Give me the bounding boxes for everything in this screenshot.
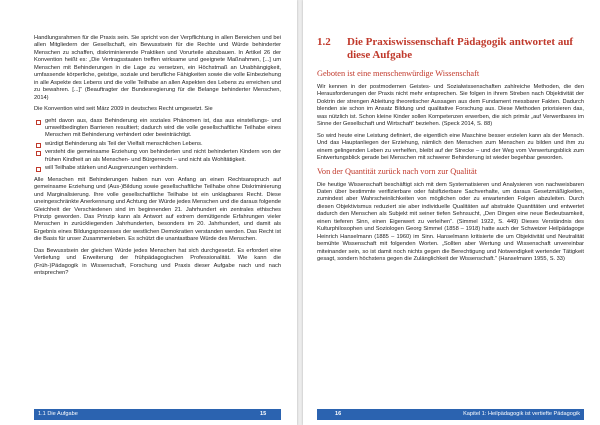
page-number: 16 (335, 411, 342, 417)
footer-section-label: 1.1 Die Aufgabe (38, 411, 78, 417)
chapter-title: Die Praxiswissenschaft Pädagogik antwortet auf diese Aufgabe (347, 36, 574, 61)
left-page-content (34, 35, 281, 403)
left-page (0, 0, 297, 425)
square-bullet-icon (36, 167, 41, 172)
chapter-heading (317, 36, 584, 61)
page-number: 15 (260, 411, 267, 417)
left-page-footer (34, 409, 281, 420)
subheading: Geboten ist eine menschenwürdige Wissenschaft (317, 69, 480, 78)
paragraph: Das Bewusstsein der gleichen Würde jedes Menschen hat sich durchgesetzt. Es erfordert eine Vertiefung und Erweiterung der frühpädagogischen Professionalität. Wie kann die (Früh-)Pädagogik in Wissenschaft, Forschung und Praxis dieser Aufgabe nach und nach entsprechen? (34, 247, 281, 277)
bullet-text: will Teilhabe stärken und Ausgrenzungen verhindern. (45, 165, 179, 172)
subheading: Von der Quantität zurück nach vorn zur Qualität (317, 166, 477, 176)
bullet-item (34, 141, 281, 148)
paragraph: Die Konvention wird seit März 2009 in deutsches Recht umgesetzt. Sie (34, 106, 213, 113)
square-bullet-icon (36, 120, 41, 125)
bullet-list (34, 118, 281, 173)
bullet-text: versteht die gemeinsame Erziehung von behinderten und nicht behinderten Kindern von der frühen Kindheit an als Menschen- und Bürgerrecht – und nicht als Wohltätigkeit. (45, 149, 281, 163)
paragraph: Handlungsrahmen für die Praxis sein. Sie spricht von der Verpflichtung in allen Bereichen und bei allen Mitgliedern der Gesellschaft, ein Bewusstsein für die Rechte und Würde behinderter Menschen zu schaffen, diskriminierende Praktiken und Vorurteile abzubauen. In Artikel 26 der Konvention heißt es: „Die Vertragsstaaten treffen wirksame und geeignete Maßnahmen, [...] um Menschen mit Behinderungen in die Lage zu versetzen, ein Höchstmaß an Unabhängigkeit, umfassende körperliche, geistige, soziale und berufliche Fähigkeiten sowie die volle Einbeziehung in alle Aspekte des Lebens und die volle Teilhabe an allen Aspekten des Lebens zu erreichen und zu bewahren. [...]“ (Beauftragter der Bundesregierung für die Belange behinderter Menschen, 2014) (34, 35, 281, 101)
paragraph: Die heutige Wissenschaft beschäftigt sich mit dem Systematisieren und Analysieren von nachweisbaren Daten über bestimmte verifizierbare oder falsifizierbare Sachverhalte, um daraus Gesetzmäßigkeiten, zumindest aber Wahrscheinlichkeiten von möglichen oder zu erwartenden Folgen abzuleiten. Durch diesen Objektivismus reduziert sie aber individuelle Qualitäten auf abstrakte Quantitäten und entwertet dadurch den Menschen als Subjekt mit seiner tiefen Sehnsucht, „Den Dingen eine neue Bedeutsamkeit, einen tieferen Sinn, einen Eigenwert zu verleihen“. (Simmel 1922, S. 449) Dieses Verständnis des Kulturphilosophen und Soziologen Georg Simmel (1858 – 1918) hatte auch der Schweizer Heilpädagoge Heinrich Hanselmann (1885 – 1960) im Sinn. Hanselmann kritisierte die um Objektivität und Neutralität bemühte Wissenschaft mit folgenden Worten. „Sollten aber Wertung und Wissenschaft unvereinbar miteinander sein, so ist damit noch nichts gegen die Berechtigung und Notwendigkeit wertender Tätigkeit gesagt, sondern höchstens gegen die Zulänglichkeit der Wissenschaft.“ (Hanselmann 1955, S. 33) (317, 181, 584, 263)
bullet-text: würdigt Behinderung als Teil der Vielfalt menschlichen Lebens. (45, 140, 203, 147)
paragraph: Wir kennen in der postmodernen Geistes- und Sozialwissenschaften zahlreiche Methoden, die den Herausforderungen der Praxis nicht mehr entsprechen. Sie folgen in ihrem Streben nach Objektivität der Doktrin der strengen Ableitung theoretischer Aussagen aus dem Fundament messbarer Fakten. Dadurch blenden sie schon im Ansatz Bildung und qualitative Forschung aus. Diese Methoden priorisieren das, was nützlich ist. Schon kleine Kinder sollen Kompetenzen erwerben, die sich primär „auf Verwertbares im Sinne der Gesellschaft und Wirtschaft“ beziehen. (Speck 2014, S. 88) (317, 84, 584, 128)
right-page-content (317, 36, 584, 403)
chapter-number: 1.2 (317, 36, 331, 48)
footer-chapter-label: Kapitel 1: Heilpädagogik ist vertiefte Pädagogik (463, 411, 580, 417)
bullet-item (34, 165, 281, 172)
bullet-text: geht davon aus, dass Behinderung ein soziales Phänomen ist, das aus einstellungs- und umweltbedingten Barrieren resultiert; dadurch wird die volle gesellschaftliche Teilhabe eines Menschen mit Behinderung verhindert oder beeinträchtigt. (45, 117, 281, 139)
right-page (303, 0, 600, 425)
right-page-footer (317, 409, 584, 420)
square-bullet-icon (36, 151, 41, 156)
bullet-item (34, 149, 281, 164)
paragraph: Alle Menschen mit Behinderungen haben nun von Anfang an einen Rechtsanspruch auf gemeinsame Erziehung und (Aus-)Bildung sowie gesellschaftliche Teilhabe ohne Diskriminierung und Marginalisierung. Ihre volle gesellschaftliche Teilhabe ist ein unklagbares Recht. Diese uneingeschränkte Anerkennung und Achtung der Würde jedes Menschen und die daraus folgende Gleichheit der Verschiedenen sind im beginnenden 21. Jahrhundert ein zentrales ethisches Prinzip geworden. Das Prinzip kann als Antwort auf extrem demütigende Erfahrungen vieler Menschen in zurückliegenden Jahrhunderten, besonders im 20. Jahrhundert, und damit als Ergebnis eines Bildungsprozesses der westlichen Demokratien verstanden werden. Das Recht ist die Basis für unser Zusammenleben. Es schützt die unantastbare Würde des Menschen. (34, 176, 281, 243)
paragraph: So wird heute eine Leistung definiert, die eigentlich eine Maschine besser erzielen kann als der Mensch. Und das Hauptanliegen der Erziehung, nämlich den Menschen zum Menschen zu bilden und ihm zu einem gelingenden Leben zu verhelfen, bleibt auf der Strecke – und der Weg vom Verwertungsblick zum Entwertungsblick gerade bei Menschen mit schwerer Behinderung ist wieder begehbar geworden. (317, 132, 584, 162)
bullet-item (34, 118, 281, 140)
square-bullet-icon (36, 143, 41, 148)
